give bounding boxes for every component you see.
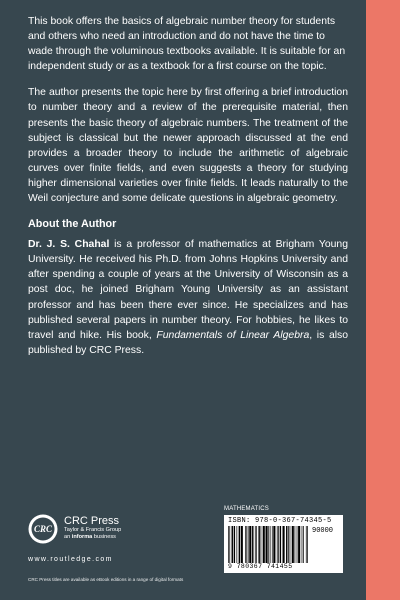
author-bio bbox=[28, 237, 348, 358]
barcode-bar bbox=[298, 526, 300, 563]
publisher-website: www.routledge.com bbox=[28, 556, 113, 563]
price-code: 90000 bbox=[312, 527, 334, 535]
barcode-bar bbox=[306, 526, 307, 563]
barcode-bar bbox=[292, 526, 294, 563]
barcode-bar bbox=[302, 526, 303, 563]
barcode-bar bbox=[270, 526, 271, 563]
other-book-title: Fundamentals of Linear Algebra bbox=[156, 329, 310, 341]
barcode-bar bbox=[241, 526, 243, 563]
isbn-text: ISBN: 978-0-367-74345-5 bbox=[228, 517, 332, 525]
barcode-bar bbox=[249, 526, 251, 563]
barcode-bar bbox=[303, 526, 304, 563]
barcode-bar bbox=[286, 526, 287, 563]
bio-text-1: is a professor of mathematics at Brigham Young University. He received his Ph.D. from Johns Hopkins University and after spending a couple of years at the University of Wisconsin as a post doc, he joined Brigham Young University as an assistant professor and has been there ever since. He specializes and has published several papers in number theory. For hobbies, he likes to travel and hike. His book, bbox=[28, 239, 348, 341]
barcode-bar bbox=[273, 526, 275, 563]
barcode-bars bbox=[228, 526, 308, 563]
barcode-bar bbox=[258, 526, 259, 563]
barcode-bar bbox=[278, 526, 279, 563]
barcode-bar bbox=[280, 526, 281, 563]
barcode-bar bbox=[245, 526, 246, 563]
barcode-digits: 9 780367 741455 bbox=[228, 563, 293, 570]
barcode-bar bbox=[297, 526, 298, 563]
barcode-bar bbox=[283, 526, 285, 563]
publisher-group: Taylor & Francis Group bbox=[64, 527, 122, 533]
barcode-bar bbox=[261, 526, 262, 563]
author-name: Dr. J. S. Chahal bbox=[28, 239, 110, 251]
ebook-note: CRC Press titles are available as eBook editions in a range of digital formats bbox=[28, 577, 184, 582]
barcode-bar bbox=[277, 526, 278, 563]
barcode-bar bbox=[237, 526, 238, 563]
publisher-name: CRC Press bbox=[64, 515, 120, 527]
barcode-bar bbox=[288, 526, 289, 563]
barcode-bar bbox=[272, 526, 273, 563]
barcode-bar bbox=[263, 526, 265, 563]
publisher-block bbox=[64, 515, 121, 541]
barcode-bar bbox=[246, 526, 247, 563]
barcode-bar bbox=[256, 526, 257, 563]
bio-text-2: , is also published by CRC Press. bbox=[28, 329, 349, 356]
barcode-bar bbox=[252, 526, 253, 563]
description-paragraph-2: The author presents the topic here by first offering a brief introduction to number theory and a review of the prerequisite material, then presents the basic theory of algebraic numbers. The treatment of the subject is classical but the newer approach discussed at the end provides a broader theory to include the arithmetic of algebraic curves over finite fields, and even suggests a theory for studying higher dimensional varieties over finite fields. It leads naturally to the Weil conjecture and some delicate questions in algebraic geometry. bbox=[28, 87, 348, 205]
barcode-bar bbox=[229, 526, 230, 563]
barcode-bar bbox=[295, 526, 296, 563]
subject-label: MATHEMATICS bbox=[224, 506, 269, 512]
barcode-bar bbox=[239, 526, 240, 563]
barcode-bar bbox=[307, 526, 308, 563]
barcode-box bbox=[224, 515, 343, 573]
barcode-bar bbox=[248, 526, 249, 563]
barcode-bar bbox=[234, 526, 235, 563]
spine-stripe bbox=[366, 0, 400, 600]
back-cover-text bbox=[28, 14, 348, 369]
barcode-bar bbox=[266, 526, 268, 563]
description-paragraph-1: This book offers the basics of algebraic number theory for students and others who need an introduction and do not have the time to wade through the voluminous textbooks available. It is suitable for an independent study or as a textbook for a first course on the topic. bbox=[28, 16, 346, 73]
barcode-bar bbox=[228, 526, 229, 563]
barcode-bar bbox=[268, 526, 269, 563]
barcode-bar bbox=[232, 526, 233, 563]
barcode-bar bbox=[290, 526, 291, 563]
about-author-heading: About the Author bbox=[28, 218, 117, 231]
crc-logo-icon bbox=[28, 514, 58, 544]
barcode-bar bbox=[255, 526, 256, 563]
publisher-business: an informa business bbox=[64, 534, 116, 540]
logo-text: CRC bbox=[33, 524, 53, 535]
